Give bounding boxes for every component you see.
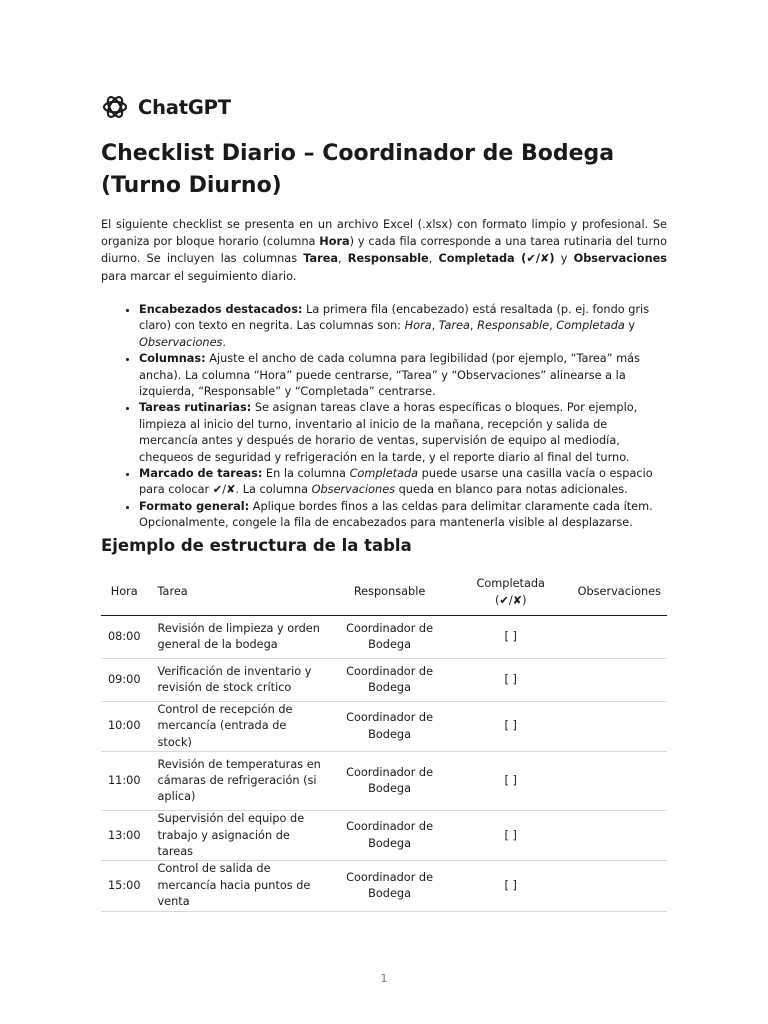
table-row bbox=[101, 702, 667, 752]
header-hora: Hora bbox=[101, 570, 148, 616]
cell-hora: 11:00 bbox=[101, 752, 148, 811]
cell-tarea: Control de recepción de mercancía (entrada de stock) bbox=[148, 702, 330, 752]
header-responsable: Responsable bbox=[329, 570, 450, 616]
cell-tarea: Supervisión del equipo de trabajo y asignación de tareas bbox=[148, 811, 330, 861]
cell-hora: 10:00 bbox=[101, 702, 148, 752]
cell-completada: [ ] bbox=[450, 861, 572, 911]
bullet-marcado-tareas: • Marcado de tareas: En la columna Completada puede usarse una casilla vacía o espacio para colocar ✔/✘. La columna Observaciones queda en blanco para notas adicionales. bbox=[139, 466, 665, 499]
cell-completada: [ ] bbox=[450, 752, 572, 811]
openai-logo-icon bbox=[101, 93, 129, 121]
table-row bbox=[101, 659, 667, 702]
section-title: Ejemplo de estructura de la tabla bbox=[101, 536, 412, 555]
cell-completada: [ ] bbox=[450, 702, 572, 752]
cell-observaciones bbox=[572, 659, 667, 702]
brand-name: ChatGPT bbox=[138, 95, 231, 119]
brand-logo bbox=[101, 93, 231, 121]
checklist-table bbox=[101, 570, 667, 912]
cell-observaciones bbox=[572, 861, 667, 911]
bullet-formato-general: • Formato general: Aplique bordes finos a las celdas para delimitar claramente cada ítem. Opcionalmente, congele la fila de encabezados para mantenerla visible al desplazarse. bbox=[139, 499, 665, 532]
page-number: 1 bbox=[380, 972, 388, 985]
header-completada: Completada (✔/✘) bbox=[450, 570, 572, 616]
formatting-bullet-list bbox=[129, 302, 665, 532]
cell-hora: 15:00 bbox=[101, 861, 148, 911]
cell-observaciones bbox=[572, 752, 667, 811]
intro-paragraph: El siguiente checklist se presenta en un archivo Excel (.xlsx) con formato limpio y profesional. Se organiza por bloque horario (columna Hora) y cada fila corresponde a una tarea rutinaria del turno diurno. Se incluyen las columnas Tarea, Responsable, Completada (✔/✘) y Observaciones para marcar el seguimiento diario. bbox=[101, 218, 668, 283]
cell-completada: [ ] bbox=[450, 659, 572, 702]
bullet-tareas-rutinarias: • Tareas rutinarias: Se asignan tareas clave a horas específicas o bloques. Por ejemplo, limpieza al inicio del turno, inventario al inicio de la mañana, recepción y salida de mercancía antes y después de horario de ventas, supervisión de equipo al mediodía, chequeos de seguridad y refrigeración en la tarde, y el reporte diario al final del turno. bbox=[139, 400, 665, 466]
table-header-row bbox=[101, 570, 667, 616]
bullet-encabezados: • Encabezados destacados: La primera fila (encabezado) está resaltada (p. ej. fondo gris claro) con texto en negrita. Las columnas son: Hora, Tarea, Responsable, Completada y Observaciones. bbox=[139, 302, 665, 351]
cell-observaciones bbox=[572, 811, 667, 861]
header-tarea: Tarea bbox=[148, 570, 330, 616]
table-row bbox=[101, 752, 667, 811]
cell-tarea: Revisión de temperaturas en cámaras de refrigeración (si aplica) bbox=[148, 752, 330, 811]
cell-tarea: Control de salida de mercancía hacia puntos de venta bbox=[148, 861, 330, 911]
cell-tarea: Verificación de inventario y revisión de stock crítico bbox=[148, 659, 330, 702]
cell-tarea: Revisión de limpieza y orden general de la bodega bbox=[148, 616, 330, 659]
table-row bbox=[101, 811, 667, 861]
cell-observaciones bbox=[572, 616, 667, 659]
cell-hora: 08:00 bbox=[101, 616, 148, 659]
cell-responsable: Coordinador de Bodega bbox=[329, 811, 450, 861]
cell-completada: [ ] bbox=[450, 811, 572, 861]
cell-responsable: Coordinador de Bodega bbox=[329, 702, 450, 752]
table-row bbox=[101, 616, 667, 659]
table-row bbox=[101, 861, 667, 911]
cell-responsable: Coordinador de Bodega bbox=[329, 659, 450, 702]
document-title: Checklist Diario – Coordinador de Bodega (Turno Diurno) bbox=[101, 141, 615, 198]
cell-responsable: Coordinador de Bodega bbox=[329, 752, 450, 811]
cell-hora: 09:00 bbox=[101, 659, 148, 702]
header-observaciones: Observaciones bbox=[572, 570, 667, 616]
cell-hora: 13:00 bbox=[101, 811, 148, 861]
bullet-columnas: • Columnas: Ajuste el ancho de cada columna para legibilidad (por ejemplo, “Tarea” más ancha). La columna “Hora” puede centrarse, “Tarea” y “Observaciones” alinearse a la izquierda, “Responsable” y “Completada” centrarse. bbox=[139, 351, 665, 400]
cell-responsable: Coordinador de Bodega bbox=[329, 861, 450, 911]
cell-completada: [ ] bbox=[450, 616, 572, 659]
cell-responsable: Coordinador de Bodega bbox=[329, 616, 450, 659]
cell-observaciones bbox=[572, 702, 667, 752]
